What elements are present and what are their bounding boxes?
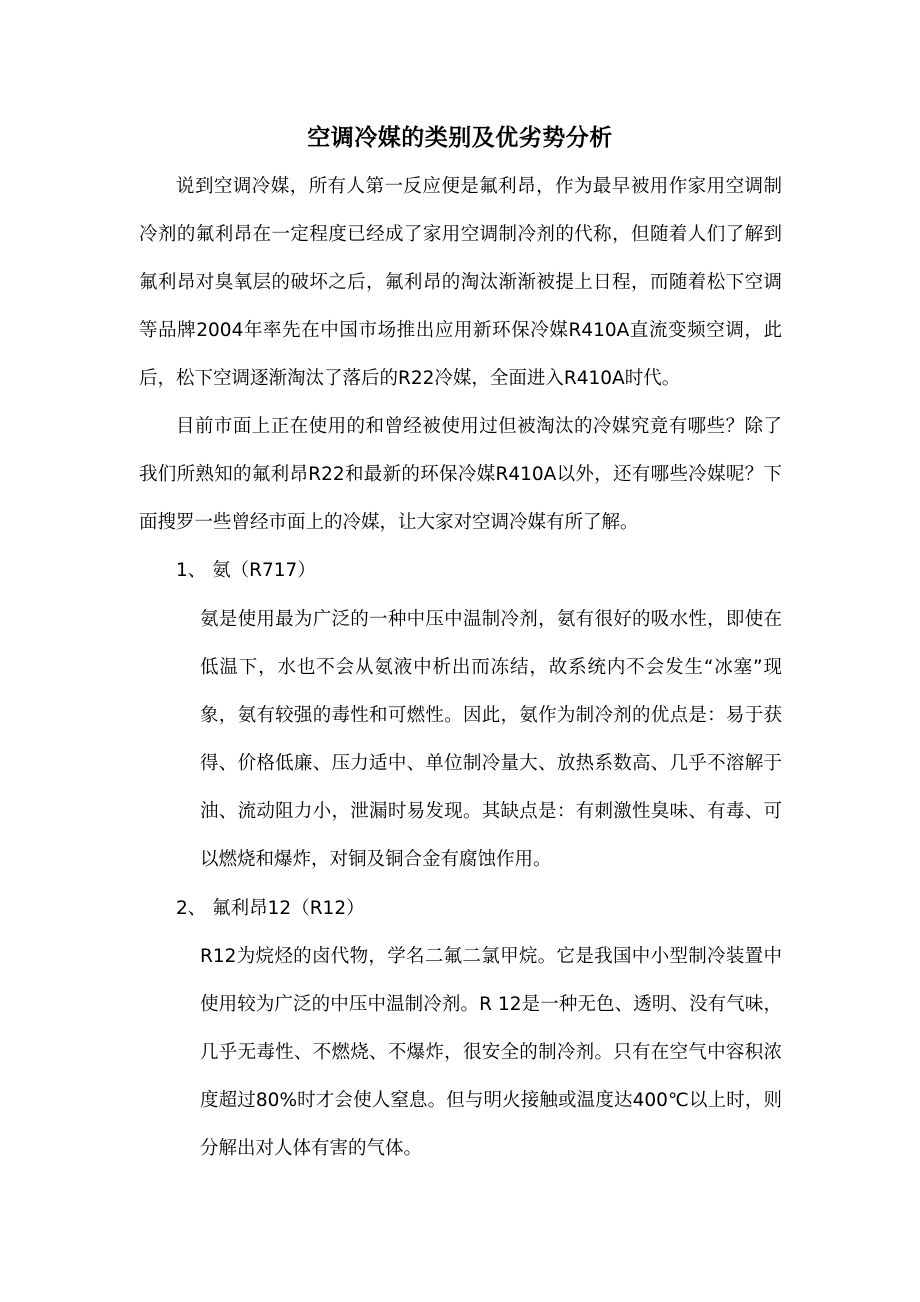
document-title: 空调冷媒的类别及优劣势分析 [307, 125, 613, 151]
section-heading-r12: 2、 氟利昂12（R12） [176, 898, 365, 919]
question-paragraph: 目前市面上正在使用的和曾经被使用过但被淘汰的冷媒究竟有哪些？除了我们所熟知的氟利昂R22和最新的环保冷媒R410A以外，还有哪些冷媒呢？下面搜罗一些曾经市面上的冷媒，让大家对空调冷媒有所了解。 [139, 416, 782, 533]
section-heading-ammonia: 1、 氨（R717） [176, 560, 316, 581]
section-body-r12: R12为烷烃的卤代物，学名二氟二氯甲烷。它是我国中小型制冷装置中使用较为广泛的中压中温制冷剂。R 12是一种无色、透明、没有气味，几乎无毒性、不燃烧、不爆炸，很安全的制冷剂。只有在空气中容积浓度超过80%时才会使人窒息。但与明火接触或温度达400℃以上时，则分解出对人体有害的气体。 [200, 946, 782, 1159]
section-body-ammonia: 氨是使用最为广泛的一种中压中温制冷剂，氨有很好的吸水性，即使在低温下，水也不会从氨液中析出而冻结，故系统内不会发生“冰塞”现象，氨有较强的毒性和可燃性。因此，氨作为制冷剂的优点是：易于获得、价格低廉、压力适中、单位制冷量大、放热系数高、几乎不溶解于油、流动阻力小，泄漏时易发现。其缺点是：有刺激性臭味、有毒、可以燃烧和爆炸，对铜及铜合金有腐蚀作用。 [200, 609, 782, 870]
intro-paragraph: 说到空调冷媒，所有人第一反应便是氟利昂，作为最早被用作家用空调制冷剂的氟利昂在一定程度已经成了家用空调制冷剂的代称，但随着人们了解到氟利昂对臭氧层的破坏之后，氟利昂的淘汰渐渐被提上日程，而随着松下空调等品牌2004年率先在中国市场推出应用新环保冷媒R410A直流变频空调，此后，松下空调逐渐淘汰了落后的R22冷媒，全面进入R410A时代。 [139, 176, 782, 389]
